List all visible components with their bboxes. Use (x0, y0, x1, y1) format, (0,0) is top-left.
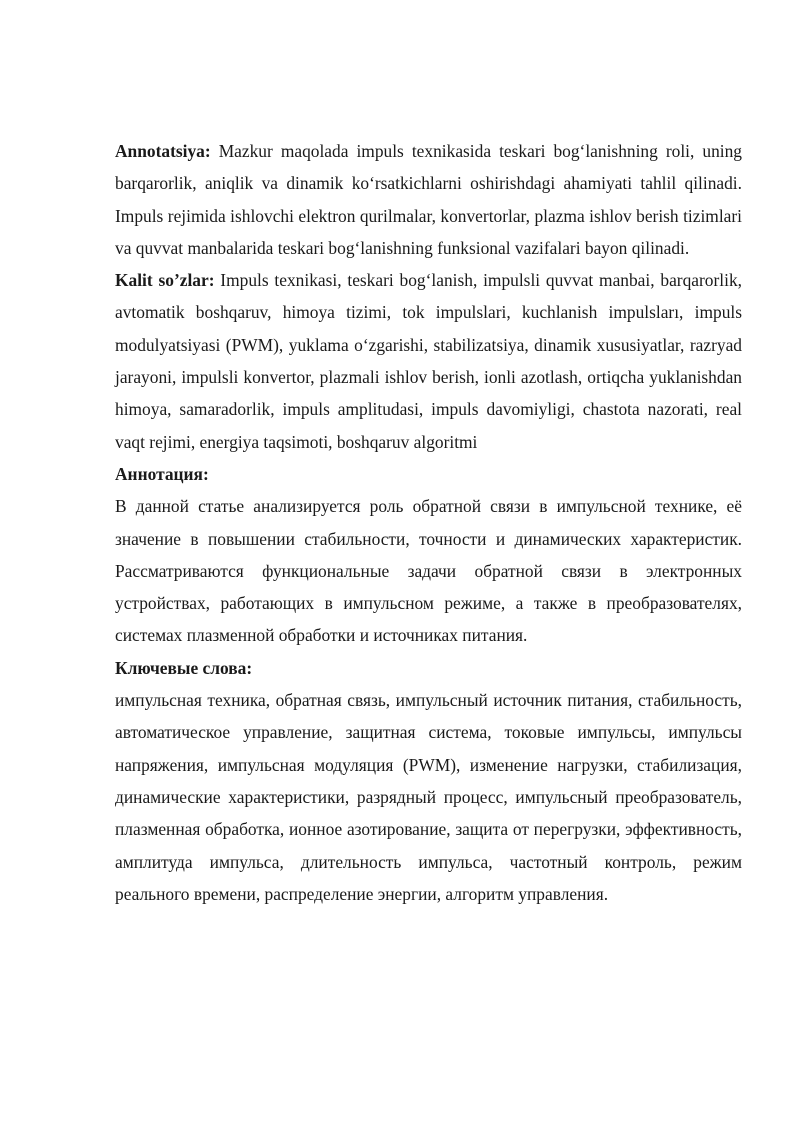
uz-keywords-label: Kalit so’zlar: (115, 270, 215, 291)
uz-annotation-paragraph (115, 135, 742, 264)
ru-keywords-heading: Ключевые слова: (115, 657, 253, 678)
uz-annotation-text: Mazkur maqolada impuls texnikasida teskari bog‘lanishning roli, uning barqarorlik, aniqlik va dinamik ko‘rsatkichlarni oshirishdagi ahamiyati tahlil qilinadi. Impuls rejimida ishlovchi elektron qurilmalar, konvertorlar, plazma ishlov berish tizimlari va quvvat manbalarida teskari bog‘lanishning funksional vazifalari bayon qilinadi. (115, 141, 742, 258)
ru-annotation-heading: Аннотация: (115, 463, 209, 484)
uz-keywords-text: Impuls texnikasi, teskari bog‘lanish, impulsli quvvat manbai, barqarorlik, avtomatik boshqaruv, himoya tizimi, tok impulslari, kuchlanish impulsları, impuls modulyatsiyasi (PWM), yuklama o‘zgarishi, stabilizatsiya, dinamik xususiyatlar, razryad jarayoni, impulsli konvertor, plazmali ishlov berish, ionli azotlash, ortiqcha yuklanishdan himoya, samaradorlik, impuls amplitudasi, impuls davomiyligi, chastota nazorati, real vaqt rejimi, energiya taqsimoti, boshqaruv algoritmi (115, 270, 742, 452)
document-page (115, 135, 742, 910)
ru-annotation-paragraph: В данной статье анализируется роль обратной связи в импульсной технике, её значение в повышении стабильности, точности и динамических характеристик. Рассматриваются функциональные задачи обратной связи в электронных устройствах, работающих в импульсном режиме, а также в преобразователях, системах плазменной обработки и источниках питания. (115, 496, 742, 646)
uz-keywords-paragraph (115, 264, 742, 458)
ru-keywords-paragraph: импульсная техника, обратная связь, импульсный источник питания, стабильность, автоматическое управление, защитная система, токовые импульсы, импульсы напряжения, импульсная модуляция (PWM), изменение нагрузки, стабилизация, динамические характеристики, разрядный процесс, импульсный преобразователь, плазменная обработка, ионное азотирование, защита от перегрузки, эффективность, амплитуда импульса, длительность импульса, частотный контроль, режим реального времени, распределение энергии, алгоритм управления. (115, 690, 742, 904)
uz-annotation-label: Annotatsiya: (115, 141, 211, 161)
